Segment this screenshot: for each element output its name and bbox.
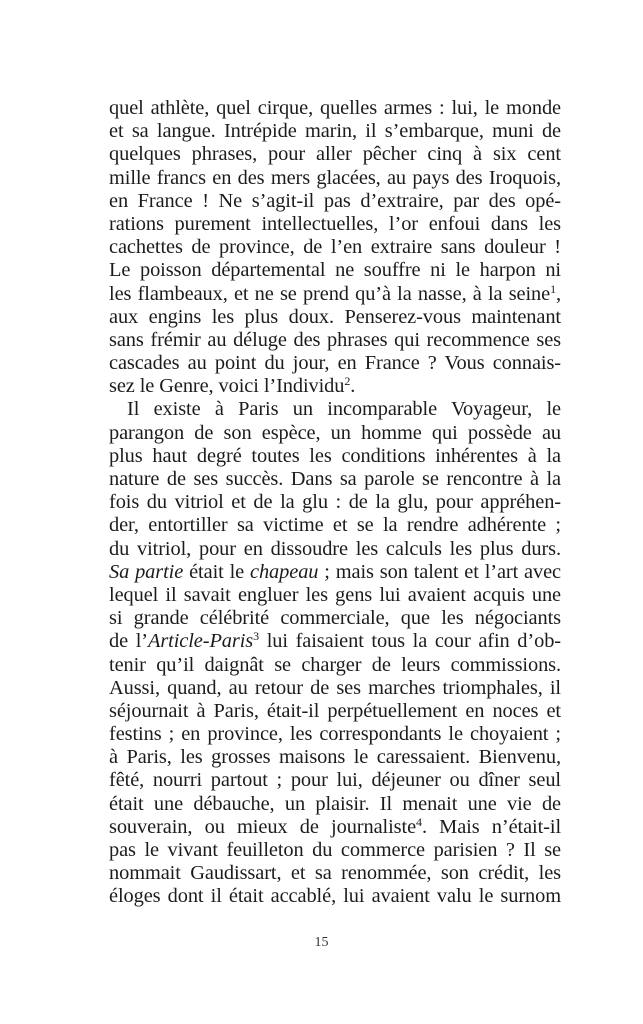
text-run: séjournait à Paris, était-il perpétuellement en noces et [109,699,561,722]
text-line [109,793,561,816]
paragraph-first-line [109,398,561,421]
text-line [109,816,561,839]
text-line [109,306,561,329]
text-run: . [350,375,356,398]
footnote-marker[interactable]: 4 [416,814,422,829]
text-run: était une débauche, un plaisir. Il menait une vie de [109,792,561,815]
footnote-marker[interactable]: 2 [344,374,351,389]
text-run: de l’ [109,630,148,653]
text-run: les flambeaux, et ne se prend qu’à la nasse, à la seine [109,282,551,305]
text-line [109,120,561,143]
text-run: tenir qu’il daignât se charger de leurs commissions. [109,653,561,676]
text-line [109,769,561,792]
text-run: fois du vitriol et de la glu : de la glu, pour appréhen- [109,491,561,514]
text-line [109,213,561,236]
footnote-marker[interactable]: 1 [550,281,556,296]
text-line [109,885,561,908]
text-run: parangon de son espèce, un homme qui possède au [109,421,561,444]
text-run: fêté, nourri partout ; pour lui, déjeuner ou dîner seul [109,769,561,792]
text-line [109,190,561,213]
text-run: plus haut degré toutes les conditions inhérentes à la [109,444,561,467]
text-run: , [556,282,561,305]
text-run: était le [183,560,251,583]
text-run: Le poisson départemental ne souffre ni le harpon ni [109,259,561,282]
text-run: cascades au point du jour, en France ? Vous connais- [109,352,561,375]
text-run: lequel il savait engluer les gens lui avaient acquis une [109,583,561,606]
text-line [109,143,561,166]
italic-run: Sa partie [109,560,184,583]
text-run: quelques phrases, pour aller pêcher cinq à six cent [109,143,561,166]
text-line [109,468,561,491]
text-line [109,352,561,375]
text-run: souverain, ou mieux de journaliste [109,815,417,838]
text-line [109,839,561,862]
text-run: mille francs en des mers glacées, au pays des Iroquois, [109,166,561,189]
text-line [109,700,561,723]
text-line [109,538,561,561]
text-run: ; mais son talent et l’art avec [318,560,562,583]
footnote-marker[interactable]: 3 [253,629,260,644]
text-run: festins ; en province, les correspondants le choyaient ; [109,723,561,746]
text-run: Il existe à Paris un incomparable Voyageur, le [127,398,561,421]
text-run: rations purement intellectuelles, l’or enfoui dans les [109,212,561,235]
text-line [109,97,561,120]
text-run: à Paris, les grosses maisons le caressaient. Bienvenu, [109,746,561,769]
text-run: sans frémir au déluge des phrases qui recommence ses [109,328,561,351]
body-text [109,97,561,909]
text-line [109,514,561,537]
text-line [109,167,561,190]
text-line [109,561,561,584]
text-run: der, entortiller sa victime et se la rendre adhérente ; [109,514,561,537]
text-line [109,259,561,282]
text-line [109,491,561,514]
text-run: et sa langue. Intrépide marin, il s’embarque, muni de [109,120,561,143]
text-line [109,422,561,445]
text-run: cachettes de province, de l’en extraire sans douleur ! [109,236,561,259]
text-run: lui faisaient tous la cour afin d’ob- [259,630,561,653]
text-line [109,375,561,398]
text-run: éloges dont il était accablé, lui avaient valu le surnom [109,885,561,908]
text-line [109,862,561,885]
text-run: aux engins les plus doux. Penserez-vous maintenant [109,305,561,328]
italic-run: Article-Paris [147,630,254,653]
text-run: si grande célébrité commerciale, que les négociants [109,607,561,630]
text-run: nature de ses succès. Dans sa parole se rencontre à la [109,468,561,490]
italic-run: chapeau [250,560,319,583]
text-line [109,584,561,607]
text-run: du vitriol, pour en dissoudre les calculs les plus durs. [109,537,561,560]
text-line [109,607,561,630]
text-run: quel athlète, quel cirque, quelles armes : lui, le monde [109,97,561,119]
page-number: 15 [314,935,329,950]
text-line [109,236,561,259]
text-run: Aussi, quand, au retour de ses marches triomphales, il [109,676,561,699]
text-line [109,654,561,677]
text-line [109,283,561,306]
text-run: . Mais n’était-il [421,815,562,838]
text-line [109,723,561,746]
text-line [109,630,561,653]
text-line [109,677,561,700]
text-line [109,746,561,769]
text-line [109,445,561,468]
text-run: pas le vivant feuilleton du commerce parisien ? Il se [109,839,561,861]
text-run: nommait Gaudissart, et sa renommée, son crédit, les [109,862,561,885]
text-run: sez le Genre, voici l’Individu [109,375,345,398]
text-run: en France ! Ne s’agit-il pas d’extraire, par des opé- [109,189,561,212]
text-line [109,329,561,352]
